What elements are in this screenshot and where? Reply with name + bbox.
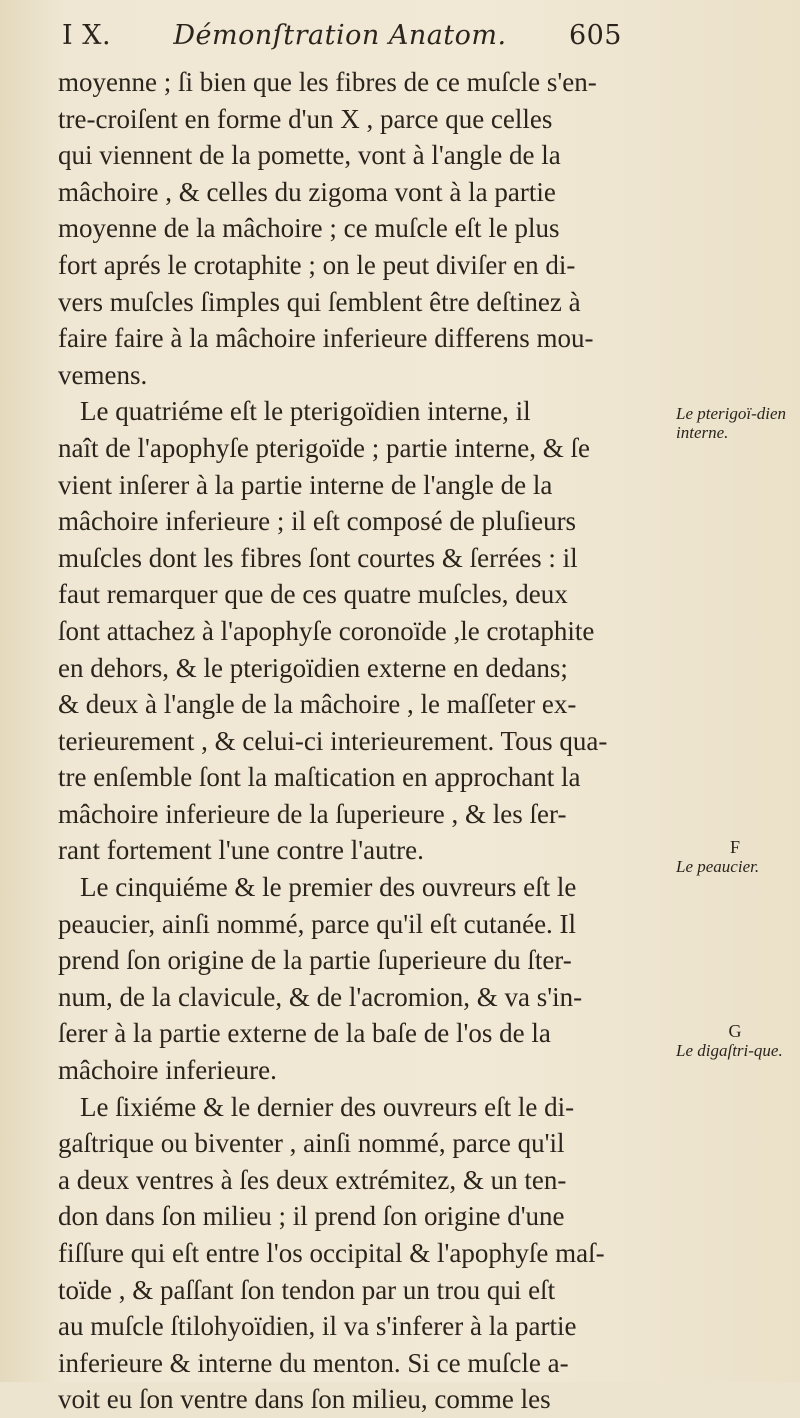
text-line: Le ſixiéme & le dernier des ouvreurs eſt le di-: [80, 1091, 575, 1122]
text-line: voit eu ſon ventre dans ſon milieu, comme les: [58, 1384, 551, 1415]
text-line: prend ſon origine de la partie ſuperieure du ſter-: [58, 945, 572, 976]
text-line: vemens.: [58, 359, 148, 390]
text-line: tre-croiſent en forme d'un X , parce que celles: [58, 103, 553, 134]
text-line: mâchoire , & celles du zigoma vont à la partie: [58, 176, 556, 207]
margin-note-digastrique: [676, 1022, 794, 1060]
text-line: peaucier, ainſi nommé, parce qu'il eſt cutanée. Il: [58, 908, 577, 939]
text-line: a deux ventres à ſes deux extrémitez, & un ten-: [58, 1164, 567, 1195]
margin-note-letter: F: [729, 837, 740, 857]
text-line: fort aprés le crotaphite ; on le peut diviſer en di-: [58, 249, 576, 280]
margin-note-text: Le digaſtri-que.: [676, 1041, 783, 1060]
text-line: muſcles dont les fibres ſont courtes & ſerrées : il: [58, 542, 578, 573]
margin-note-pterigoidien: [676, 404, 794, 442]
text-line: au muſcle ſtilohyoïdien, il va s'inferer à la partie: [58, 1311, 577, 1342]
text-line: mâchoire inferieure.: [58, 1055, 277, 1086]
text-line: toïde , & paſſant ſon tendon par un trou qui eſt: [58, 1274, 556, 1305]
text-line: rant fortement l'une contre l'autre.: [58, 835, 424, 866]
text-line: naît de l'apophyſe pterigoïde ; partie interne, & ſe: [58, 432, 590, 463]
text-line: vient inſerer à la partie interne de l'angle de la: [58, 469, 553, 500]
text-line: ſont attachez à l'apophyſe coronoïde ,le crotaphite: [58, 615, 595, 646]
text-line: faire faire à la mâchoire inferieure differens mou-: [58, 323, 594, 354]
body-text: [58, 64, 638, 1418]
text-line: mâchoire inferieure de la ſuperieure , & les ſer-: [58, 798, 567, 829]
text-line: Le quatriéme eſt le pterigoïdien interne, il: [80, 396, 531, 427]
page-number: 605: [568, 20, 622, 51]
text-line: num, de la clavicule, & de l'acromion, & va s'in-: [58, 981, 583, 1012]
text-line: inferieure & interne du menton. Si ce muſcle a-: [58, 1347, 569, 1378]
margin-note-text: Le peaucier.: [676, 857, 760, 876]
text-line: don dans ſon milieu ; il prend ſon origine d'une: [58, 1201, 565, 1232]
margin-note-text: Le pterigoï-dien interne.: [676, 404, 787, 442]
text-line: ſerer à la partie externe de la baſe de l'os de la: [58, 1018, 551, 1049]
text-line: terieurement , & celui-ci interieurement. Tous qua-: [58, 725, 608, 756]
text-line: Le cinquiéme & le premier des ouvreurs eſt le: [80, 872, 577, 903]
text-line: moyenne de la mâchoire ; ce muſcle eſt le plus: [58, 213, 560, 244]
text-line: fiſſure qui eſt entre l'os occipital & l'apophyſe maſ-: [58, 1238, 605, 1268]
text-line: & deux à l'angle de la mâchoire , le maſſeter ex-: [58, 689, 577, 720]
text-line: gaſtrique ou biventer , ainſi nommé, parce qu'il: [58, 1128, 565, 1159]
margin-note-peaucier: [676, 838, 794, 876]
text-line: en dehors, & le pterigoïdien externe en dedans;: [58, 652, 568, 683]
text-line: faut remarquer que de ces quatre muſcles, deux: [58, 579, 568, 610]
text-line: vers muſcles ſimples qui ſemblent être deſtinez à: [58, 286, 581, 317]
text-line: moyenne ; ſi bien que les fibres de ce muſcle s'en-: [58, 67, 597, 97]
running-title: Démonſtration Anatom.: [173, 20, 507, 51]
running-header: [62, 20, 622, 51]
margin-note-letter: G: [728, 1021, 742, 1041]
text-line: mâchoire inferieure ; il eſt composé de pluſieurs: [58, 506, 577, 537]
text-line: qui viennent de la pomette, vont à l'angle de la: [58, 140, 561, 171]
text-line: tre enſemble ſont la maſtication en approchant la: [58, 762, 581, 793]
signature-mark: I X.: [62, 20, 112, 51]
